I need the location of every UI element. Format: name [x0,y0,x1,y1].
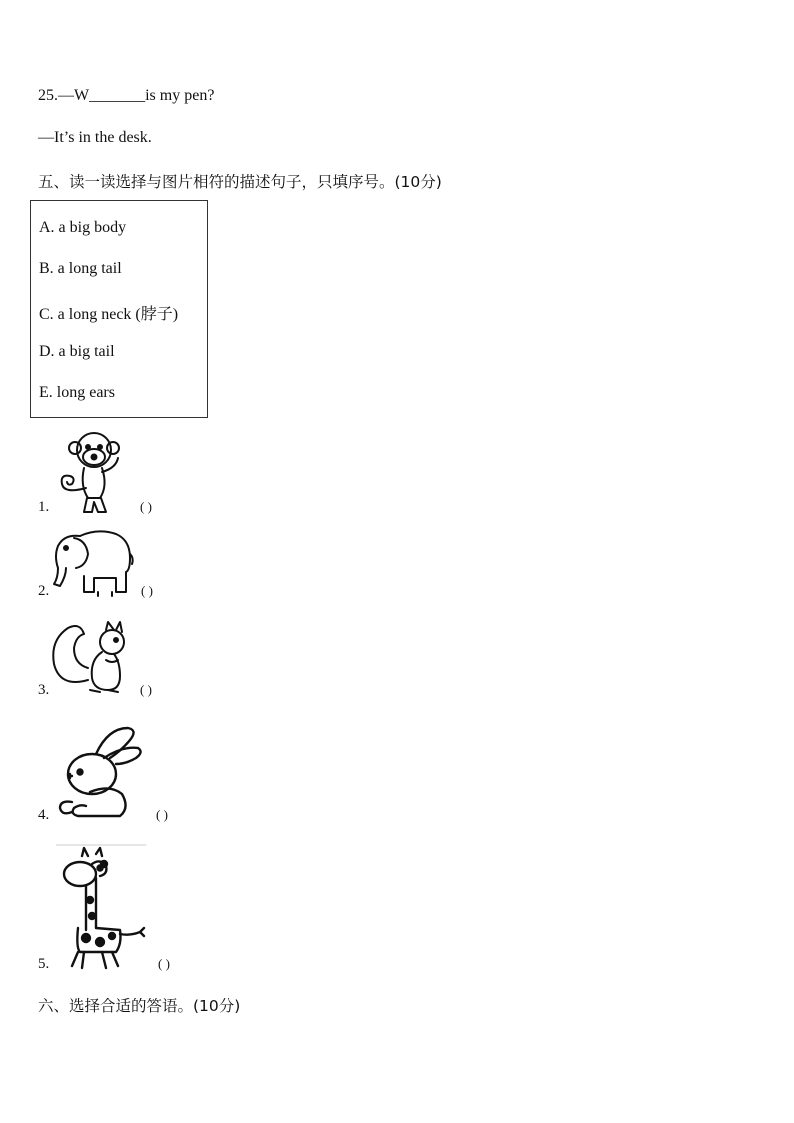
item-number: 3. [38,682,50,698]
item-number: 4. [38,807,50,823]
answer-paren[interactable]: ( ) [156,807,168,822]
option-b: B. a long tail [39,260,122,277]
elephant-icon [50,524,134,600]
item-number: 5. [38,956,50,972]
section-5-title: 五、读一读选择与图片相符的描述句子，只填序号。(10分) [38,173,442,191]
option-c: C. a long neck (脖子) [39,306,179,323]
answer-paren[interactable]: ( ) [140,682,152,697]
squirrel-icon [50,618,132,698]
question-25-text: 25.—W_______is my pen? [38,87,215,104]
options-box [30,200,208,418]
item-number: 2. [38,583,50,599]
answer-paren[interactable]: ( ) [141,583,153,598]
rabbit-icon [52,724,144,820]
option-d: D. a big tail [39,343,115,360]
item-number: 1. [38,499,50,515]
giraffe-icon [56,844,148,970]
answer-paren[interactable]: ( ) [158,956,170,971]
section-6-title: 六、选择合适的答语。(10分) [38,997,241,1015]
monkey-icon [54,424,130,516]
option-a: A. a big body [39,219,127,236]
answer-paren[interactable]: ( ) [140,499,152,514]
option-e: E. long ears [39,384,115,401]
question-25-answer: —It’s in the desk. [38,129,152,146]
